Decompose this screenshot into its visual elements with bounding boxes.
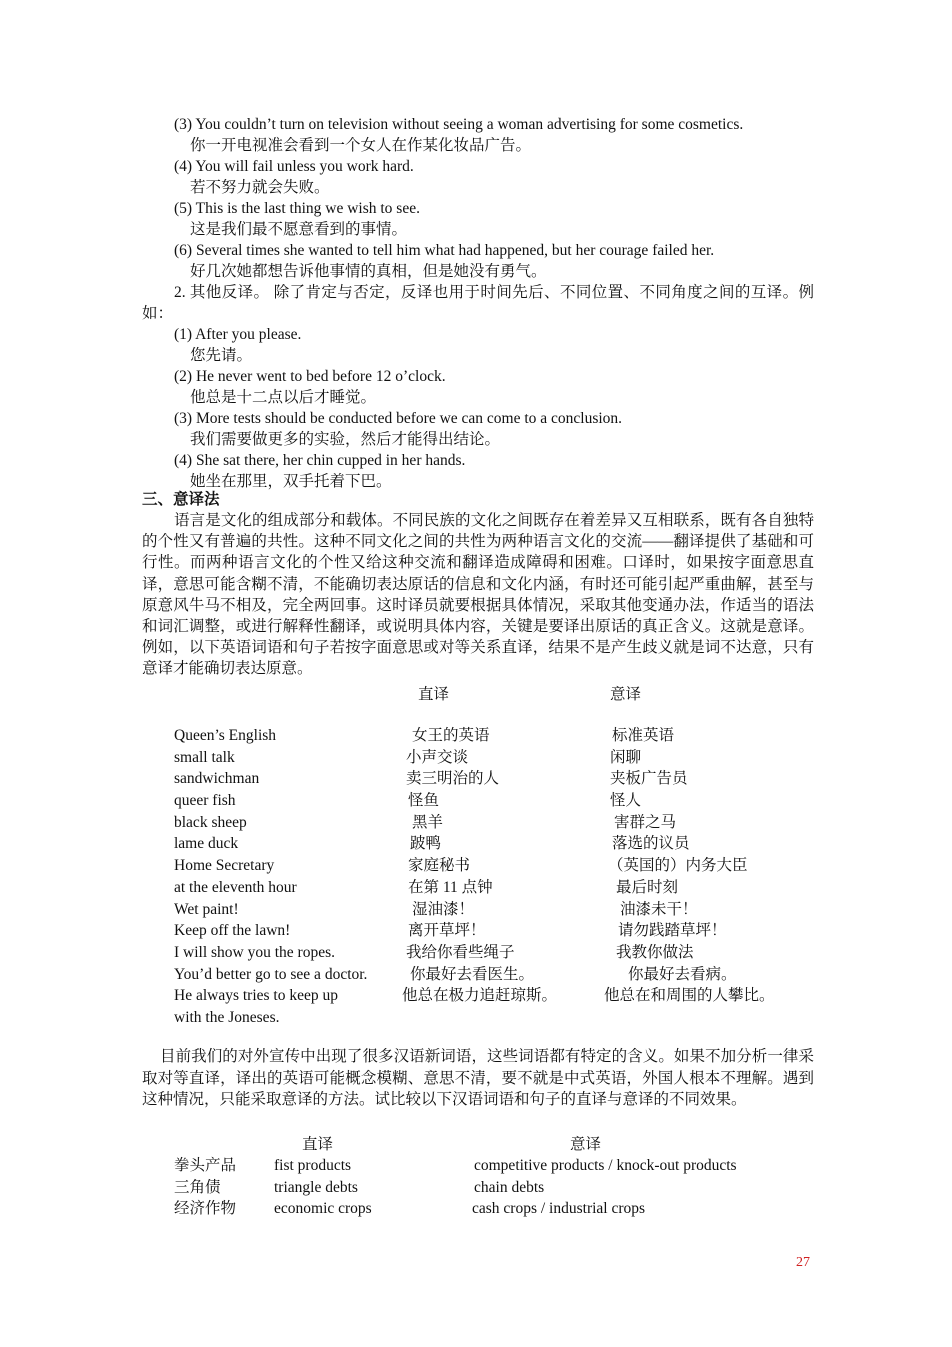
cell-literal: 黑羊	[412, 813, 444, 831]
table-row	[142, 1198, 814, 1220]
header-literal: 直译	[418, 686, 450, 703]
cell-literal: economic crops	[274, 1200, 372, 1218]
cell-literal: 家庭秘书	[408, 857, 471, 875]
cell-literal: 你最好去看医生。	[410, 965, 535, 983]
cell-free: 我教你做法	[616, 943, 694, 961]
cell-en: with the Joneses.	[174, 1008, 280, 1026]
other-examples	[142, 324, 814, 492]
table-row	[142, 790, 814, 812]
table-row	[142, 920, 814, 942]
cell-literal: 湿油漆！	[412, 900, 475, 918]
table-row	[142, 942, 814, 964]
cell-literal: 卖三明治的人	[406, 770, 500, 788]
cell-zh: 三角债	[174, 1178, 221, 1196]
cell-literal: 女王的英语	[412, 727, 490, 744]
cell-free: 最后时刻	[616, 878, 679, 896]
cell-literal: 跛鸭	[410, 835, 442, 853]
cell-literal: 在第 11 点钟	[408, 878, 493, 896]
table-row	[142, 855, 814, 877]
table-row	[142, 812, 814, 834]
example-en: (4) You will fail unless you work hard.	[174, 158, 414, 175]
cell-free: 害群之马	[614, 813, 677, 831]
example-zh: 他总是十二点以后才睡觉。	[190, 389, 377, 406]
example-en: (6) Several times she wanted to tell him what had happened, but her courage failed her.	[174, 242, 715, 259]
cell-free: 请勿践踏草坪！	[618, 922, 727, 940]
example-zh: 她坐在那里，双手托着下巴。	[190, 473, 392, 490]
cell-en: Wet paint!	[174, 900, 239, 918]
cell-en: Queen’s English	[174, 727, 277, 744]
cell-free: 夹板广告员	[610, 770, 688, 788]
cell-literal: 他总在极力追赶琼斯。	[402, 987, 558, 1005]
cell-free: 闲聊	[610, 748, 642, 766]
cell-free: 油漆未干！	[620, 900, 698, 918]
cell-free: 他总在和周围的人攀比。	[604, 987, 775, 1005]
example-en: (4) She sat there, her chin cupped in her hands.	[174, 452, 466, 469]
cell-free: cash crops / industrial crops	[472, 1200, 646, 1218]
cell-en: Keep off the lawn!	[174, 922, 291, 940]
negation-examples	[142, 114, 814, 282]
example-zh: 好几次她都想告诉他事情的真相，但是她没有勇气。	[190, 263, 547, 280]
cell-free: 怪人	[610, 792, 642, 810]
cell-en: small talk	[174, 748, 235, 766]
table-row	[142, 747, 814, 769]
cell-literal: 离开草坪！	[408, 922, 486, 940]
header-free: 意译	[570, 1136, 602, 1153]
table-row	[142, 985, 814, 1007]
cell-free: chain debts	[474, 1178, 545, 1196]
table1-header	[142, 684, 814, 706]
cell-en: at the eleventh hour	[174, 878, 297, 896]
cell-en: Home Secretary	[174, 857, 275, 875]
cell-literal: 小声交谈	[406, 748, 469, 766]
cell-free: 落选的议员	[612, 835, 690, 853]
cell-en: He always tries to keep up	[174, 987, 338, 1005]
header-free: 意译	[610, 686, 642, 703]
table-row	[142, 1177, 814, 1199]
example-en: (3) More tests should be conducted before we can come to a conclusion.	[174, 410, 623, 427]
other-reverse-paragraph: 2. 其他反译。 除了肯定与否定，反译也用于时间先后、不同位置、不同角度之间的互译。例如：	[142, 284, 814, 322]
cell-en: black sheep	[174, 813, 247, 831]
cell-literal: triangle debts	[274, 1178, 358, 1196]
table-row	[142, 964, 814, 986]
section-paragraph: 语言是文化的组成部分和载体。不同民族的文化之间既存在着差异又互相联系，既有各自独特的个性又有普遍的共性。这种不同文化之间的共性为两种语言文化的交流——翻译提供了基础和可行性。而两种语言文化的个性又给这种交流和翻译造成障碍和困难。口译时，如果按字面意思直译，意思可能含糊不清，不能确切表达原话的信息和文化内涵，有时还可能引起严重曲解，甚至与原意风牛马不相及，完全两回事。这时译员就要根据具体情况，采取其他变通办法，作适当的语法和词汇调整，或进行解释性翻译，或说明具体内容，关键是要译出原话的真正含义。这就是意译。例如，以下英语词语和句子若按字面意思或对等关系直译，结果不是产生歧义就是词不达意，只有意译才能确切表达原意。	[142, 512, 814, 678]
cell-en: sandwichman	[174, 770, 260, 788]
example-en: (3) You couldn’t turn on television without seeing a woman advertising for some cosmetics.	[174, 116, 744, 133]
table-row	[142, 877, 814, 899]
cell-en: I will show you the ropes.	[174, 943, 336, 961]
table-row	[142, 1007, 814, 1029]
example-zh: 这是我们最不愿意看到的事情。	[190, 221, 408, 238]
table-row	[142, 833, 814, 855]
table2-header	[142, 1134, 814, 1156]
example-zh: 你一开电视准会看到一个女人在作某化妆品广告。	[190, 137, 532, 154]
section-heading: 三、意译法	[142, 491, 220, 508]
cell-free: 标准英语	[612, 727, 675, 744]
cell-free: （英国的）内务大臣	[608, 857, 748, 875]
table2	[142, 1155, 814, 1220]
example-zh: 您先请。	[190, 347, 253, 364]
cell-literal: fist products	[274, 1157, 352, 1174]
page-number: 27	[796, 1255, 810, 1270]
table-row	[142, 725, 814, 747]
cell-literal: 怪鱼	[408, 792, 440, 810]
cell-en: You’d better go to see a doctor.	[174, 965, 368, 983]
cell-zh: 拳头产品	[174, 1157, 237, 1174]
chinese-paragraph: 目前我们的对外宣传中出现了很多汉语新词语，这些词语都有特定的含义。如果不加分析一律采取对等直译，译出的英语可能概念模糊、意思不清，要不就是中式英语，外国人根本不理解。遇到这种情况，只能采取意译的方法。试比较以下汉语词语和句子的直译与意译的不同效果。	[142, 1048, 814, 1108]
example-zh: 我们需要做更多的实验，然后才能得出结论。	[190, 431, 501, 448]
cell-free: competitive products / knock-out products	[474, 1157, 737, 1174]
cell-en: lame duck	[174, 835, 239, 853]
cell-literal: 我给你看些绳子	[406, 943, 515, 961]
cell-zh: 经济作物	[174, 1200, 237, 1218]
example-en: (1) After you please.	[174, 326, 302, 343]
example-en: (2) He never went to bed before 12 o’clock.	[174, 368, 446, 385]
example-zh: 若不努力就会失败。	[190, 179, 330, 196]
table-row	[142, 899, 814, 921]
table-row	[142, 768, 814, 790]
header-literal: 直译	[302, 1136, 334, 1153]
example-en: (5) This is the last thing we wish to see.	[174, 200, 420, 217]
cell-free: 你最好去看病。	[628, 965, 737, 983]
table1	[142, 725, 814, 1029]
cell-en: queer fish	[174, 792, 236, 810]
table-row	[142, 1155, 814, 1177]
